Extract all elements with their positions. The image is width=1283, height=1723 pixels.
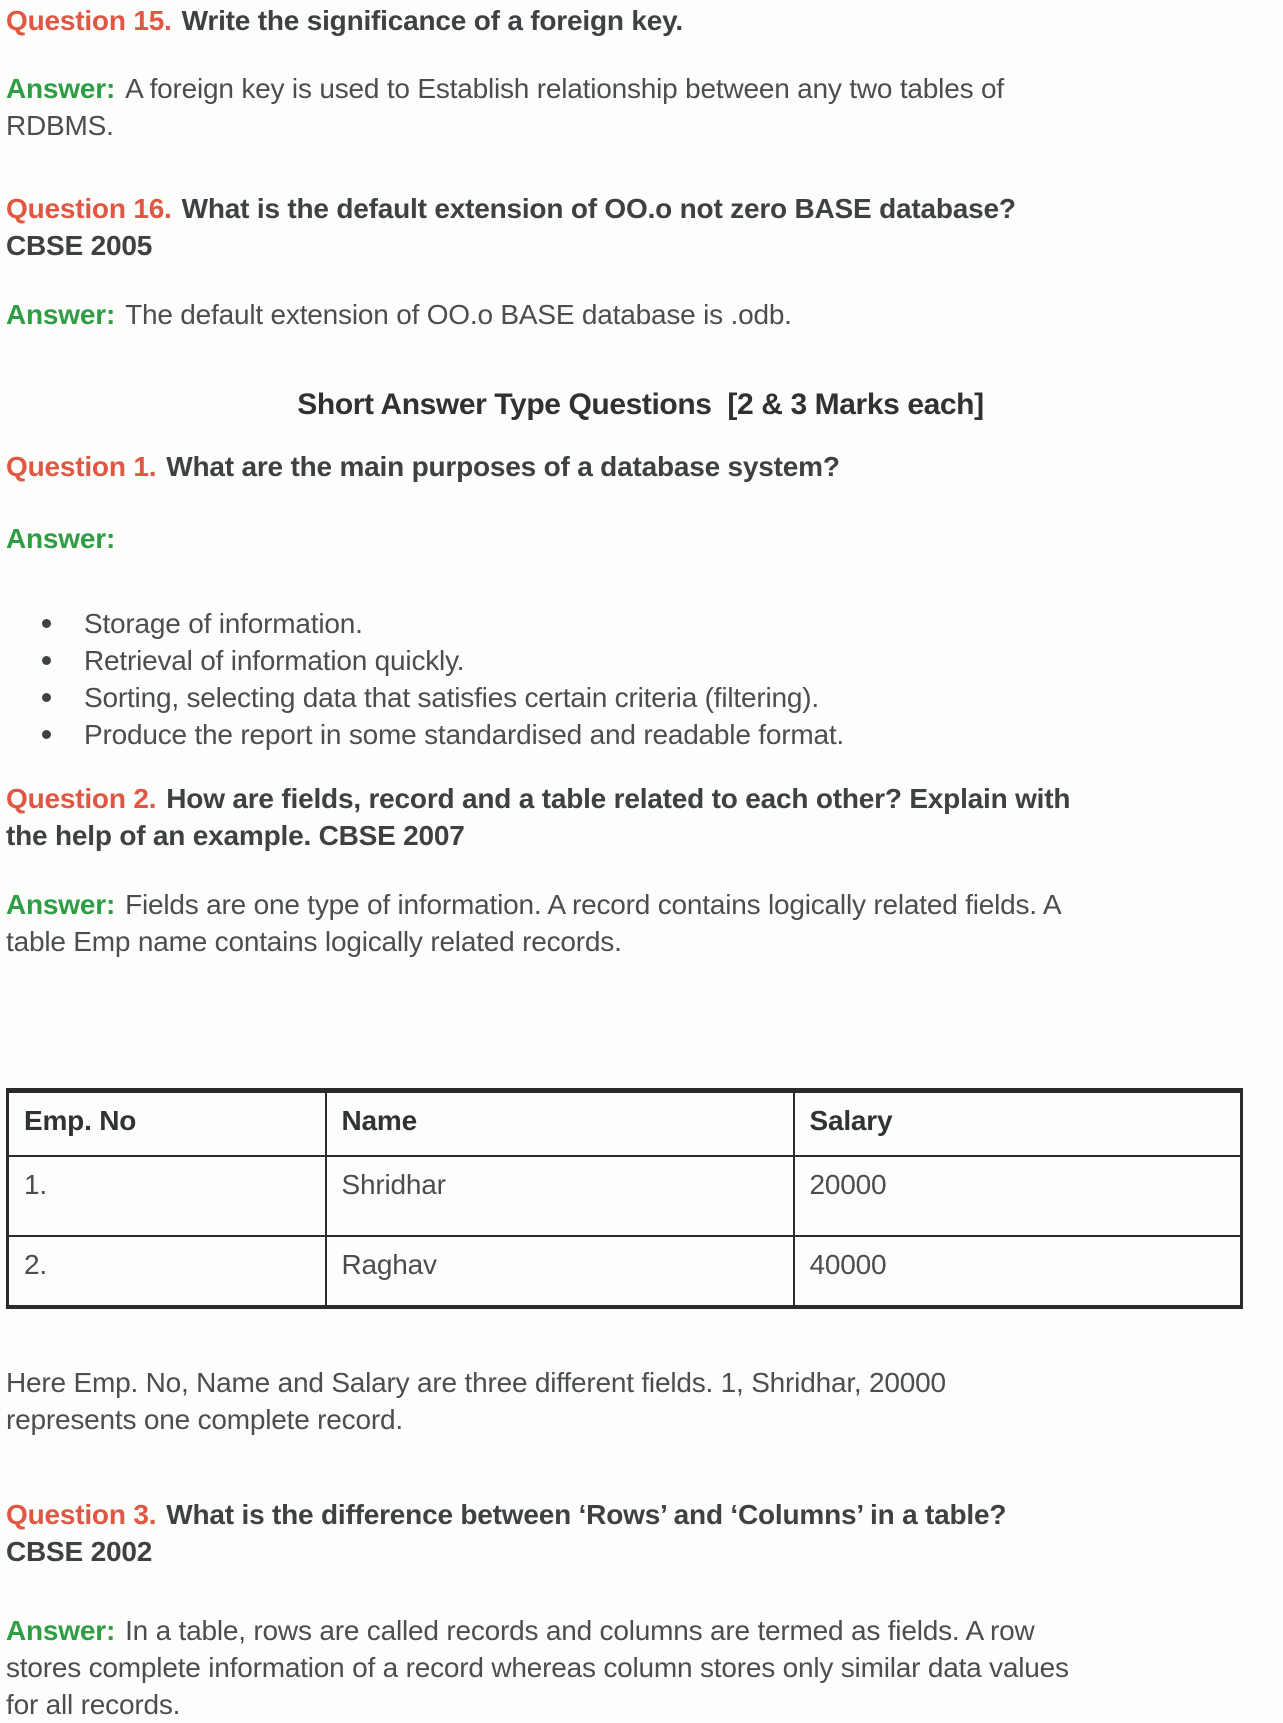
question-2-line-2: the help of an example. CBSE 2007 — [6, 820, 465, 851]
answer-3-line-1: In a table, rows are called records and columns are termed as fields. A row — [125, 1615, 1035, 1646]
table-row — [8, 1156, 1242, 1236]
question-16-line-2: CBSE 2005 — [6, 230, 153, 261]
table-header-row — [8, 1091, 1242, 1157]
list-item — [6, 716, 1275, 753]
cell-name: Raghav — [326, 1236, 794, 1307]
answer-2 — [6, 886, 1275, 960]
answer-16-text: The default extension of OO.o BASE database is .odb. — [125, 299, 792, 330]
column-header-name: Name — [326, 1091, 794, 1157]
question-3-line-1: What is the difference between ‘Rows’ and ‘Columns’ in a table? — [166, 1499, 1007, 1530]
question-3 — [6, 1496, 1275, 1570]
question-1 — [6, 448, 1275, 485]
answer-16-label: Answer: — [6, 299, 116, 330]
list-item — [6, 642, 1275, 679]
answer-1 — [6, 520, 1275, 557]
cell-salary: 20000 — [794, 1156, 1242, 1236]
answer-3-label: Answer: — [6, 1615, 116, 1646]
answer-16 — [6, 296, 1275, 333]
bullet-icon — [42, 619, 51, 628]
answer-15-label: Answer: — [6, 73, 116, 104]
question-1-text: What are the main purposes of a database system? — [166, 451, 840, 482]
list-item — [6, 605, 1275, 642]
answer-2-line-2: table Emp name contains logically related records. — [6, 926, 622, 957]
cell-salary: 40000 — [794, 1236, 1242, 1307]
list-item-text: Retrieval of information quickly. — [84, 645, 465, 676]
cell-empno: 2. — [8, 1236, 326, 1307]
question-16 — [6, 190, 1275, 264]
question-3-line-2: CBSE 2002 — [6, 1536, 153, 1567]
answer-2-label: Answer: — [6, 889, 116, 920]
bullet-icon — [42, 693, 51, 702]
question-2-label: Question 2. — [6, 783, 157, 814]
question-15-label: Question 15. — [6, 5, 172, 36]
answer-3 — [6, 1612, 1275, 1723]
list-item-text: Sorting, selecting data that satisfies certain criteria (filtering). — [84, 682, 819, 713]
table-row — [8, 1236, 1242, 1307]
column-header-salary: Salary — [794, 1091, 1242, 1157]
question-15 — [6, 2, 1275, 39]
list-item-text: Storage of information. — [84, 608, 363, 639]
question-2-line-1: How are fields, record and a table related to each other? Explain with — [166, 783, 1071, 814]
question-2 — [6, 780, 1275, 854]
column-header-empno: Emp. No — [8, 1091, 326, 1157]
table-note — [6, 1364, 1275, 1438]
question-16-line-1: What is the default extension of OO.o not zero BASE database? — [181, 193, 1016, 224]
question-16-label: Question 16. — [6, 193, 172, 224]
employee-table — [6, 1088, 1243, 1309]
answer-3-line-3: for all records. — [6, 1689, 181, 1720]
table-note-line-1: Here Emp. No, Name and Salary are three different fields. 1, Shridhar, 20000 — [6, 1367, 946, 1398]
section-heading: Short Answer Type Questions [2 & 3 Marks each] — [297, 388, 984, 421]
answer-15 — [6, 70, 1275, 144]
answer-1-label: Answer: — [6, 523, 116, 554]
bullet-icon — [42, 656, 51, 665]
question-1-label: Question 1. — [6, 451, 157, 482]
answer-15-line-1: A foreign key is used to Establish relationship between any two tables of — [125, 73, 1004, 104]
answer-2-line-1: Fields are one type of information. A record contains logically related fields. A — [125, 889, 1062, 920]
cell-name: Shridhar — [326, 1156, 794, 1236]
answer-1-bullet-list — [6, 605, 1275, 753]
question-3-label: Question 3. — [6, 1499, 157, 1530]
table-note-line-2: represents one complete record. — [6, 1404, 403, 1435]
answer-3-line-2: stores complete information of a record whereas column stores only similar data values — [6, 1652, 1069, 1683]
answer-15-line-2: RDBMS. — [6, 110, 114, 141]
list-item-text: Produce the report in some standardised and readable format. — [84, 719, 845, 750]
question-15-text: Write the significance of a foreign key. — [181, 5, 683, 36]
cell-empno: 1. — [8, 1156, 326, 1236]
list-item — [6, 679, 1275, 716]
bullet-icon — [42, 730, 51, 739]
